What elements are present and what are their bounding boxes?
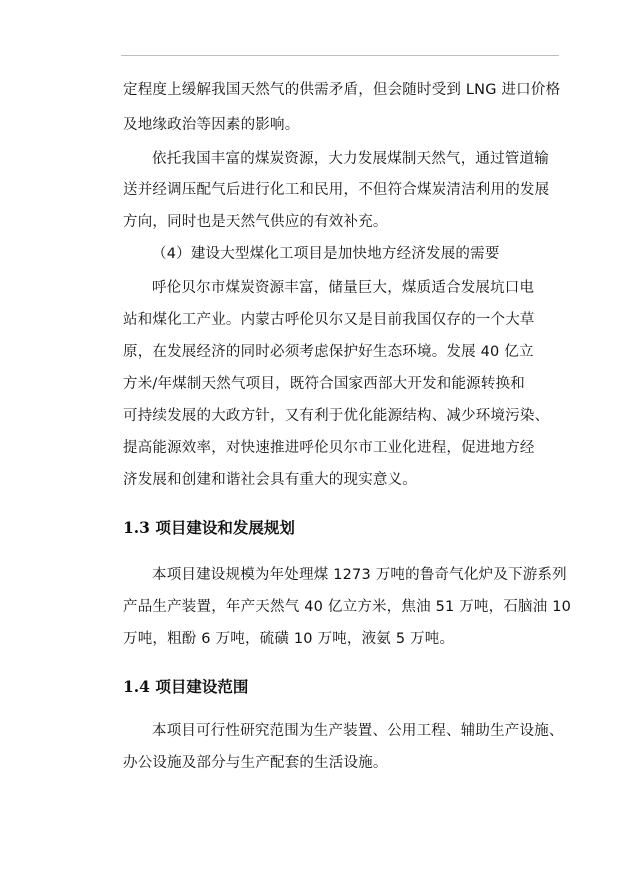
paragraph-2-line-2: 送并经调压配气后进行化工和民用，不但符合煤炭清洁利用的发展 — [123, 182, 550, 198]
section-1-3-line-1: 本项目建设规模为年处理煤 1273 万吨的鲁奇气化炉及下游系列 — [152, 567, 567, 583]
page-header-rule — [121, 55, 559, 56]
section-1-4-line-1: 本项目可行性研究范围为生产装置、公用工程、辅助生产设施、 — [152, 723, 564, 739]
section-1-3-heading: 1.3 项目建设和发展规划 — [123, 518, 295, 537]
paragraph-4-line-6: 提高能源效率，对快速推进呼伦贝尔市工业化进程，促进地方经 — [123, 440, 535, 456]
paragraph-4-line-4: 方米/年煤制天然气项目，既符合国家西部大开发和能源转换和 — [123, 376, 525, 392]
paragraph-4-line-5: 可持续发展的大政方针，又有利于优化能源结构、减少环境污染、 — [123, 408, 550, 424]
paragraph-4-line-2: 站和煤化工产业。内蒙古呼伦贝尔又是目前我国仅存的一个大草 — [123, 312, 535, 328]
paragraph-2-line-1: 依托我国丰富的煤炭资源，大力发展煤制天然气，通过管道输 — [152, 151, 549, 167]
subheading-4: （4）建设大型煤化工项目是加快地方经济发展的需要 — [152, 246, 500, 262]
section-1-4-line-2: 办公设施及部分与生产配套的生活设施。 — [123, 755, 388, 771]
paragraph-1-line-2: 及地缘政治等因素的影响。 — [123, 117, 300, 133]
paragraph-4-line-3: 原，在发展经济的同时必须考虑保护好生态环境。发展 40 亿立 — [123, 344, 534, 360]
section-1-3-line-2: 产品生产装置，年产天然气 40 亿立方米，焦油 51 万吨，石脑油 10 — [123, 599, 572, 615]
paragraph-1-line-1: 定程度上缓解我国天然气的供需矛盾，但会随时受到 LNG 进口价格 — [123, 82, 561, 98]
paragraph-4-line-7: 济发展和创建和谐社会具有重大的现实意义。 — [123, 472, 417, 488]
section-1-3-line-3: 万吨，粗酚 6 万吨，硫磺 10 万吨，液氨 5 万吨。 — [123, 631, 455, 647]
paragraph-2-line-3: 方向，同时也是天然气供应的有效补充。 — [123, 214, 388, 230]
section-1-4-heading: 1.4 项目建设范围 — [123, 677, 249, 696]
paragraph-4-line-1: 呼伦贝尔市煤炭资源丰富，储量巨大，煤质适合发展坑口电 — [152, 280, 535, 296]
